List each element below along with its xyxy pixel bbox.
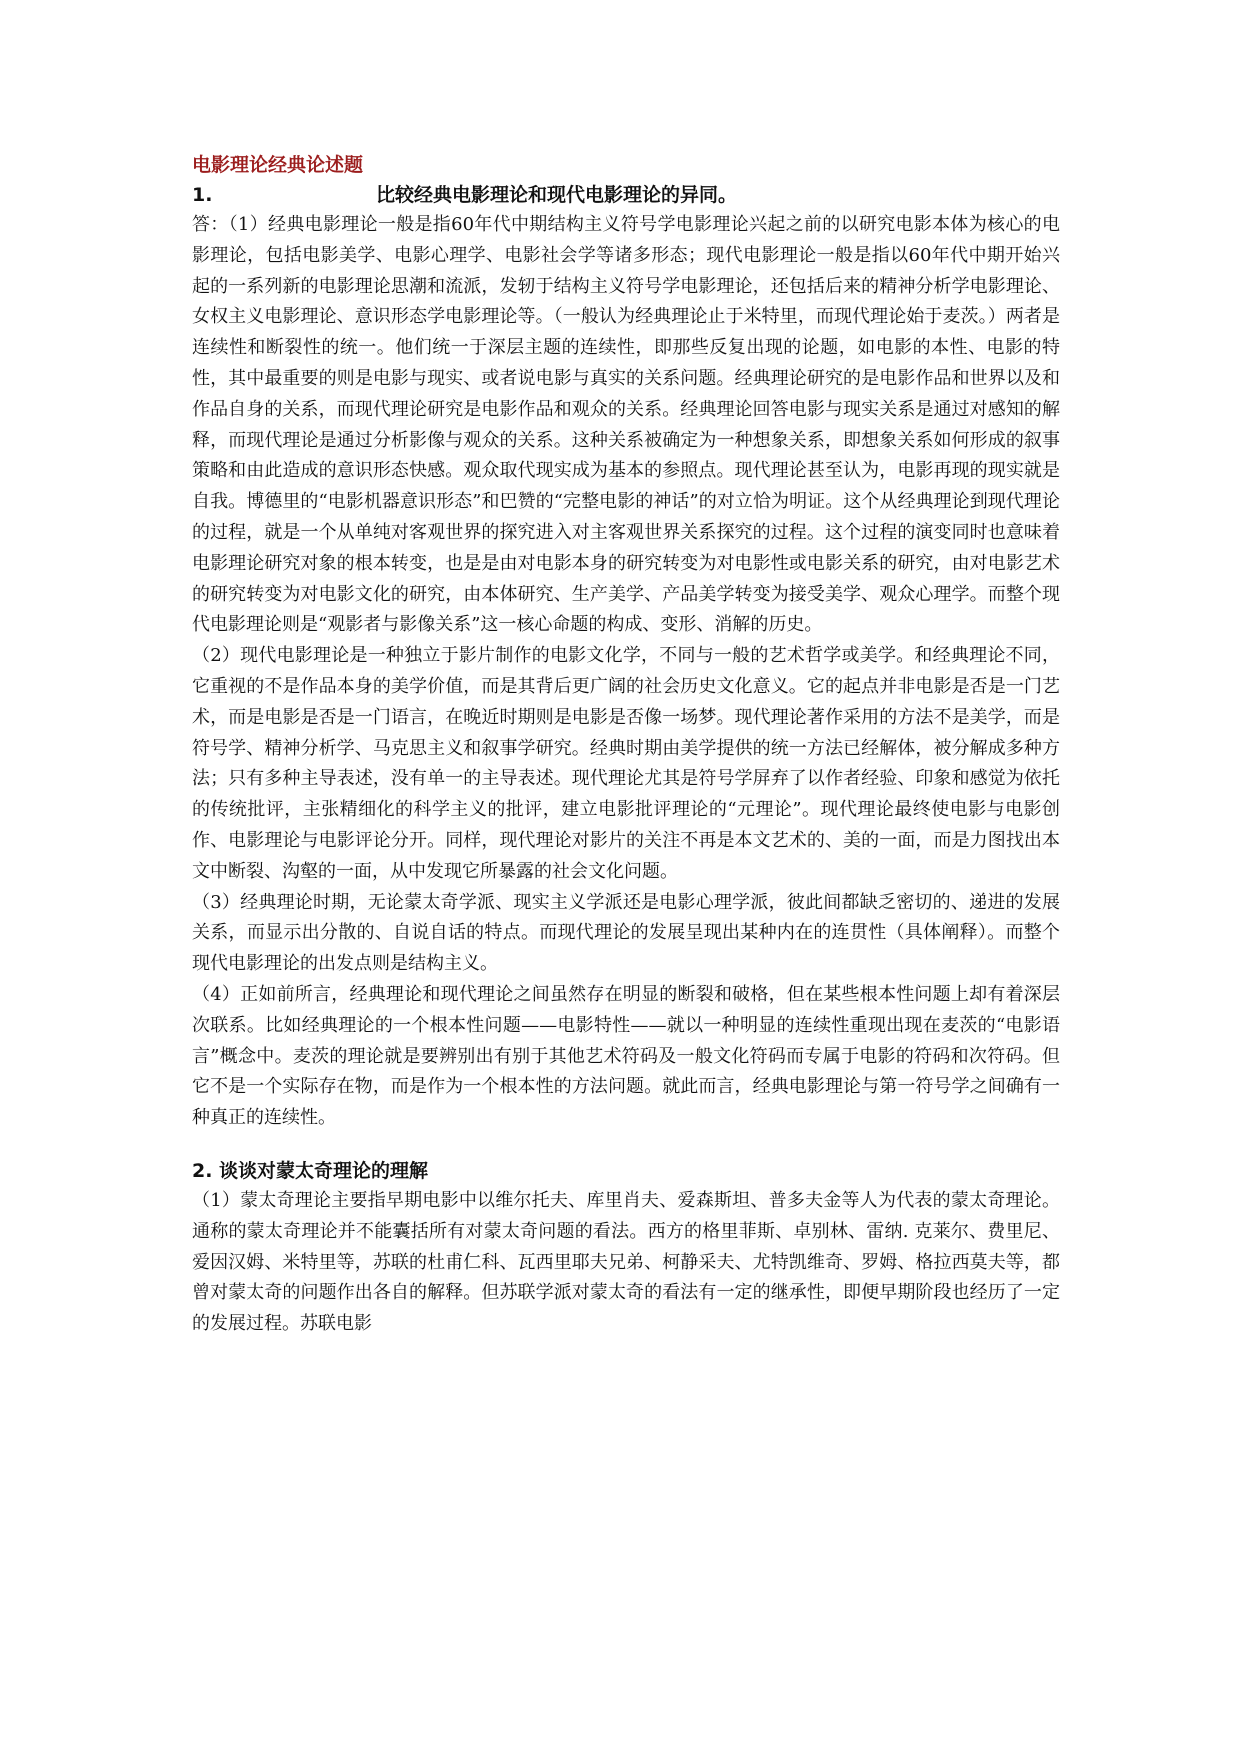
answer-1-paragraph-4: （4）正如前所言，经典理论和现代理论之间虽然存在明显的断裂和破格，但在某些根本性问题上却有着深层次联系。比如经典理论的一个根本性问题——电影特性——就以一种明显的连续性重现出现在麦茨的“电影语言”概念中。麦茨的理论就是要辨别出有别于其他艺术符码及一般文化符码而专属于电影的符码和次符码。但它不是一个实际存在物，而是作为一个根本性的方法问题。就此而言，经典电影理论与第一符号学之间确有一种真正的连续性。	[192, 983, 1060, 1129]
question-2-heading: 2. 谈谈对蒙太奇理论的理解	[192, 1159, 429, 1182]
document-title: 电影理论经典论述题	[192, 154, 364, 176]
answer-1-paragraph-1: 答：（1）经典电影理论一般是指60年代中期结构主义符号学电影理论兴起之前的以研究电影本体为核心的电影理论，包括电影美学、电影心理学、电影社会学等诸多形态；现代电影理论一般是指以60年代中期开始兴起的一系列新的电影理论思潮和流派，发轫于结构主义符号学电影理论，还包括后来的精神分析学电影理论、女权主义电影理论、意识形态学电影理论等。（一般认为经典理论止于米特里，而现代理论始于麦茨。）两者是连续性和断裂性的统一。他们统一于深层主题的连续性，即那些反复出现的论题，如电影的本性、电影的特性，其中最重要的则是电影与现实、或者说电影与真实的关系问题。经典理论研究的是电影作品和世界以及和作品自身的关系，而现代理论研究是电影作品和观众的关系。经典理论回答电影与现实关系是通过对感知的解释，而现代理论是通过分析影像与观众的关系。这种关系被确定为一种想象关系，即想象关系如何形成的叙事策略和由此造成的意识形态快感。观众取代现实成为基本的参照点。现代理论甚至认为，电影再现的现实就是自我。博德里的“电影机器意识形态”和巴赞的“完整电影的神话”的对立恰为明证。这个从经典理论到现代理论的过程，就是一个从单纯对客观世界的探究进入对主客观世界关系探究的过程。这个过程的演变同时也意味着电影理论研究对象的根本转变，也是是由对电影本身的研究转变为对电影性或电影关系的研究，由对电影艺术的研究转变为对电影文化的研究，由本体研究、生产美学、产品美学转变为接受美学、观众心理学。而整个现代电影理论则是“观影者与影像关系”这一核心命题的构成、变形、消解的历史。	[192, 214, 1060, 636]
question-1-number: 1.	[192, 184, 213, 206]
document-page	[192, 150, 1060, 1340]
question-1-title: 比较经典电影理论和现代电影理论的异同。	[376, 184, 738, 206]
question-1-heading	[192, 180, 1060, 210]
answer-1-paragraph-3: （3）经典理论时期，无论蒙太奇学派、现实主义学派还是电影心理学派，彼此间都缺乏密切的、递进的发展关系，而显示出分散的、自说自话的特点。而现代理论的发展呈现出某种内在的连贯性（具体阐释）。而整个现代电影理论的出发点则是结构主义。	[192, 891, 1060, 975]
answer-1-paragraph-2: （2）现代电影理论是一种独立于影片制作的电影文化学，不同与一般的艺术哲学或美学。和经典理论不同，它重视的不是作品本身的美学价值，而是其背后更广阔的社会历史文化意义。它的起点并非电影是否是一门艺术，而是电影是否是一门语言，在晚近时期则是电影是否像一场梦。现代理论著作采用的方法不是美学，而是符号学、精神分析学、马克思主义和叙事学研究。经典时期由美学提供的统一方法已经解体，被分解成多种方法；只有多种主导表述，没有单一的主导表述。现代理论尤其是符号学屏弃了以作者经验、印象和感觉为依托的传统批评，主张精细化的科学主义的批评，建立电影批评理论的“元理论”。现代理论最终使电影与电影创作、电影理论与电影评论分开。同样，现代理论对影片的关注不再是本文艺术的、美的一面，而是力图找出本文中断裂、沟壑的一面，从中发现它所暴露的社会文化问题。	[192, 645, 1060, 882]
answer-2-paragraph-1: （1）蒙太奇理论主要指早期电影中以维尔托夫、库里肖夫、爱森斯坦、普多夫金等人为代表的蒙太奇理论。通称的蒙太奇理论并不能囊括所有对蒙太奇问题的看法。西方的格里菲斯、卓别林、雷纳. 克莱尔、费里尼、爱因汉姆、米特里等，苏联的杜甫仁科、瓦西里耶夫兄弟、柯静采夫、尤特凯维奇、罗姆、格拉西莫夫等，都曾对蒙太奇的问题作出各自的解释。但苏联学派对蒙太奇的看法有一定的继承性，即便早期阶段也经历了一定的发展过程。苏联电影	[192, 1189, 1060, 1335]
section-spacer	[192, 1134, 1060, 1156]
